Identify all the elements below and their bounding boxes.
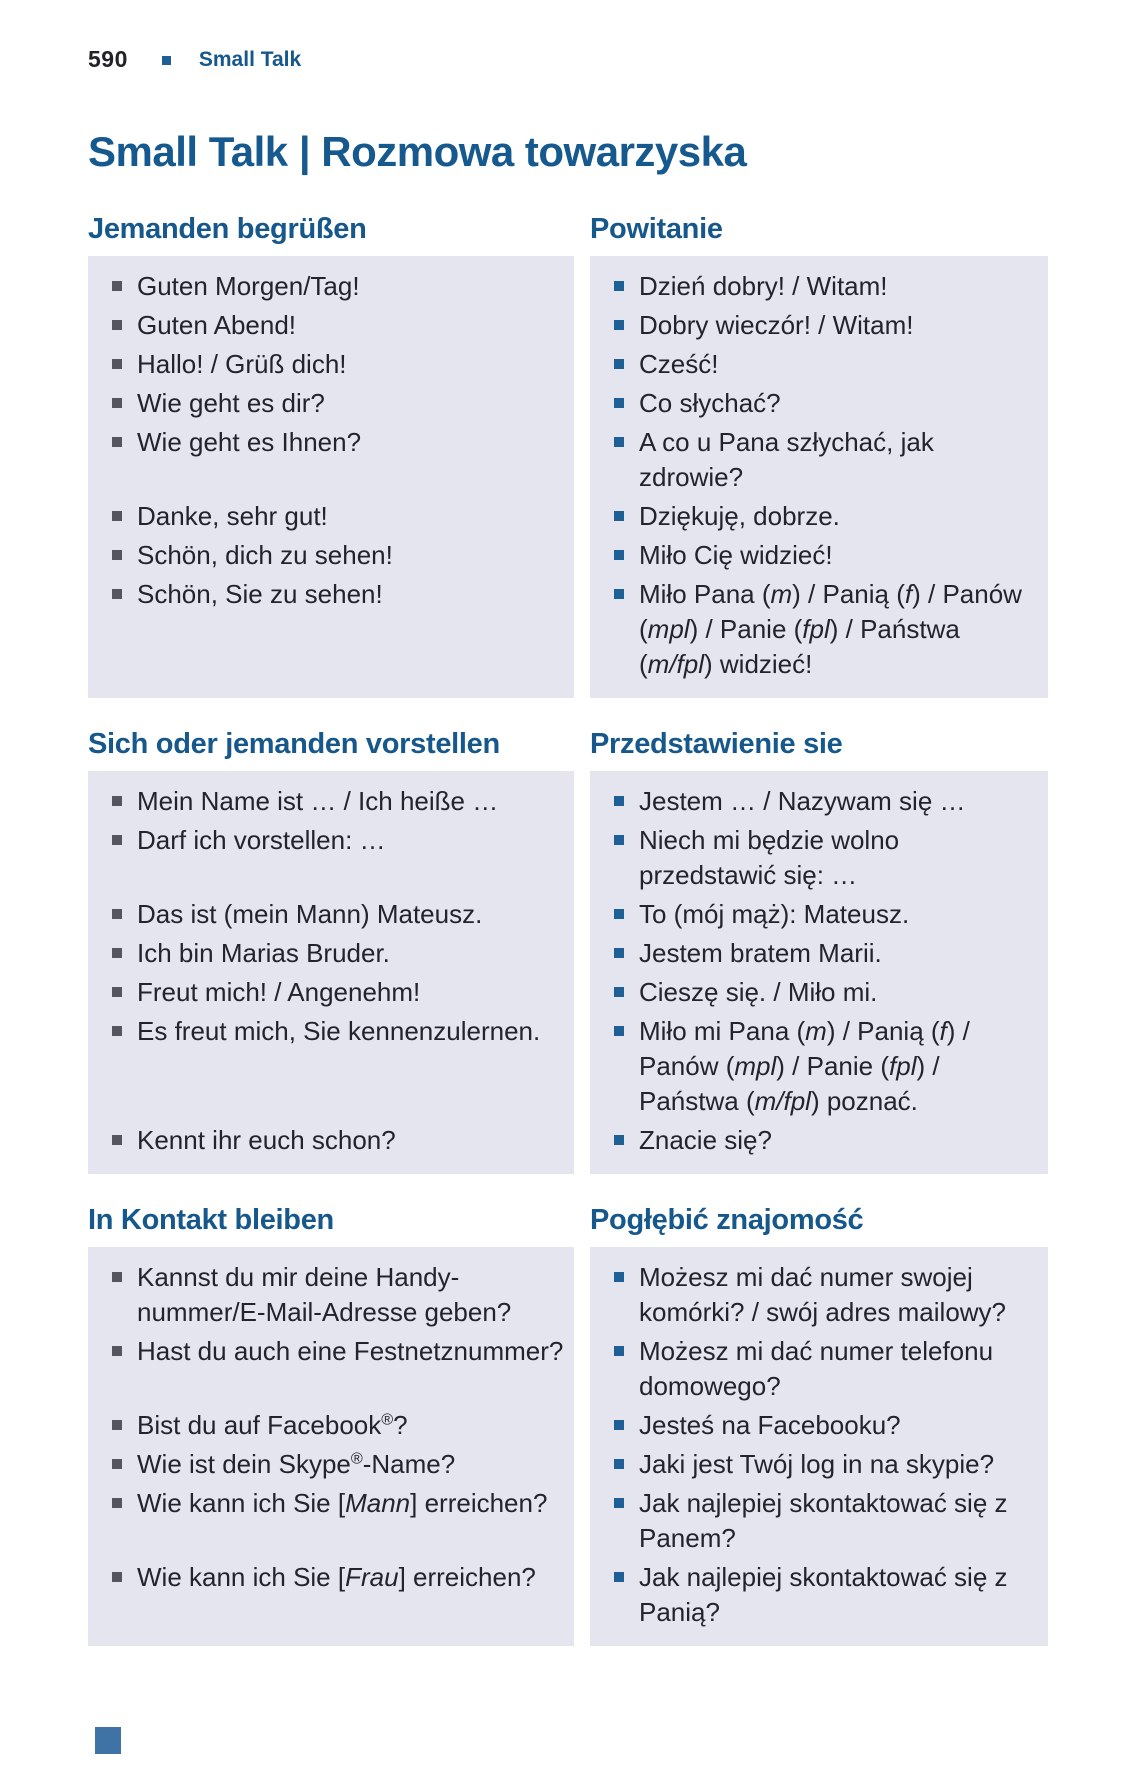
phrase-text: Możesz mi dać numer telefonu domowego?	[639, 1336, 994, 1402]
bullet-icon	[112, 1498, 122, 1508]
section-heading-german: In Kontakt bleiben	[88, 1204, 334, 1237]
phrase-cell-de	[88, 1406, 574, 1445]
phrase-cell-de	[88, 821, 574, 895]
phrase-cell-de	[88, 1484, 574, 1558]
phrase-cell-de	[88, 497, 574, 536]
bullet-icon	[614, 437, 624, 447]
bullet-icon	[112, 437, 122, 447]
phrase-cell-de	[88, 384, 574, 423]
bullet-icon	[112, 909, 122, 919]
phrase-section	[88, 213, 1056, 698]
bullet-icon	[614, 550, 624, 560]
phrase-text: Jak najlepiej skontaktować się z Panią?	[639, 1562, 1008, 1628]
phrase-cell-de	[88, 575, 574, 698]
bullet-icon	[112, 511, 122, 521]
chapter-label: Small Talk	[198, 47, 302, 71]
bullet-icon	[112, 359, 122, 369]
bullet-icon	[614, 909, 624, 919]
phrase-cell-pl	[590, 771, 1048, 821]
phrase-text: Jesteś na Facebooku?	[639, 1410, 901, 1441]
phrase-cell-de	[88, 895, 574, 934]
phrase-cell-pl	[590, 821, 1048, 895]
bullet-icon	[112, 1272, 122, 1282]
bullet-icon	[112, 948, 122, 958]
phrase-rows	[88, 1247, 1056, 1646]
bullet-icon	[112, 281, 122, 291]
phrase-cell-de	[88, 256, 574, 306]
phrase-text: Es freut mich, Sie kennenzulernen.	[137, 1016, 541, 1047]
bullet-icon	[112, 1135, 122, 1145]
bullet-icon	[614, 1272, 624, 1282]
phrase-text: Jestem … / Nazywam się …	[639, 786, 966, 817]
bullet-icon	[614, 835, 624, 845]
section-heading-polish: Powitanie	[590, 213, 723, 246]
phrase-cell-de	[88, 1247, 574, 1332]
phrase-cell-de	[88, 1558, 574, 1646]
phrase-text: Kennt ihr euch schon?	[137, 1125, 396, 1156]
phrase-text: Cześć!	[639, 349, 719, 380]
bullet-icon	[112, 1459, 122, 1469]
page-number: 590	[88, 46, 128, 72]
phrase-cell-pl	[590, 345, 1048, 384]
phrase-cell-pl	[590, 575, 1048, 698]
phrase-text: Wie kann ich Sie [Frau] erreichen?	[137, 1562, 536, 1593]
phrase-text: To (mój mąż): Mateusz.	[639, 899, 910, 930]
phrase-text: Dziękuję, dobrze.	[639, 501, 840, 532]
phrase-rows	[88, 256, 1056, 698]
page-title: Small Talk | Rozmowa towarzyska	[88, 128, 747, 175]
phrase-text: Hast du auch eine Festnetznummer?	[137, 1336, 564, 1367]
bullet-icon	[614, 320, 624, 330]
phrase-cell-de	[88, 1332, 574, 1406]
phrase-cell-pl	[590, 895, 1048, 934]
bullet-icon	[614, 1135, 624, 1145]
running-header	[88, 46, 1056, 73]
bullet-icon	[112, 320, 122, 330]
phrase-cell-pl	[590, 256, 1048, 306]
phrase-text: Niech mi będzie wolno przedstawić się: …	[639, 825, 900, 891]
phrase-text: Hallo! / Grüß dich!	[137, 349, 347, 380]
bullet-icon	[614, 359, 624, 369]
phrase-text: Jestem bratem Marii.	[639, 938, 882, 969]
phrase-text: Miło Cię widzieć!	[639, 540, 833, 571]
phrase-cell-pl	[590, 497, 1048, 536]
page-corner-marker	[95, 1727, 121, 1754]
bullet-icon	[614, 987, 624, 997]
phrase-text: Co słychać?	[639, 388, 781, 419]
phrase-cell-de	[88, 306, 574, 345]
bullet-icon	[614, 1420, 624, 1430]
phrase-text: Danke, sehr gut!	[137, 501, 328, 532]
phrase-rows	[88, 771, 1056, 1174]
phrase-text: Miło Pana (m) / Panią (f) / Panów (mpl) / Panie (fpl) / Państwa (m/fpl) widzieć!	[639, 579, 1022, 680]
phrase-section	[88, 1204, 1056, 1646]
bullet-icon	[112, 1420, 122, 1430]
phrase-cell-pl	[590, 423, 1048, 497]
phrase-cell-pl	[590, 1121, 1048, 1174]
phrase-cell-pl	[590, 306, 1048, 345]
phrase-cell-pl	[590, 1012, 1048, 1121]
phrase-cell-de	[88, 1445, 574, 1484]
phrase-text: Wie geht es dir?	[137, 388, 325, 419]
section-headings	[88, 213, 1056, 246]
bullet-icon	[614, 1498, 624, 1508]
phrase-text: Bist du auf Facebook®?	[137, 1410, 408, 1441]
phrase-cell-de	[88, 536, 574, 575]
bullet-icon	[614, 1459, 624, 1469]
phrase-text: Miło mi Pana (m) / Panią (f) / Panów (mpl) / Panie (fpl) / Państwa (m/fpl) poznać.	[639, 1016, 970, 1117]
phrase-text: Wie geht es Ihnen?	[137, 427, 362, 458]
phrase-cell-pl	[590, 1332, 1048, 1406]
bullet-icon	[112, 1346, 122, 1356]
bullet-icon	[614, 398, 624, 408]
bullet-icon	[112, 1572, 122, 1582]
phrase-cell-de	[88, 1121, 574, 1174]
phrase-text: Cieszę się. / Miło mi.	[639, 977, 878, 1008]
phrase-cell-pl	[590, 1558, 1048, 1646]
bullet-icon	[614, 1346, 624, 1356]
bullet-icon	[112, 589, 122, 599]
phrase-text: Ich bin Marias Bruder.	[137, 938, 390, 969]
phrase-cell-pl	[590, 973, 1048, 1012]
phrase-text: Dzień dobry! / Witam!	[639, 271, 888, 302]
phrase-text: Jak najlepiej skontaktować się z Panem?	[639, 1488, 1008, 1554]
phrase-text: Freut mich! / Angenehm!	[137, 977, 421, 1008]
phrase-text: Wie ist dein Skype®-Name?	[137, 1449, 456, 1480]
bullet-icon	[614, 589, 624, 599]
bullet-icon	[614, 511, 624, 521]
phrase-text: Darf ich vorstellen: …	[137, 825, 386, 856]
bullet-icon	[614, 281, 624, 291]
phrase-cell-de	[88, 973, 574, 1012]
phrase-cell-de	[88, 345, 574, 384]
phrase-cell-pl	[590, 1247, 1048, 1332]
section-heading-polish: Przedstawienie sie	[590, 728, 843, 761]
phrase-text: Guten Abend!	[137, 310, 297, 341]
bullet-icon	[614, 948, 624, 958]
section-heading-german: Sich oder jemanden vorstellen	[88, 728, 500, 761]
phrase-text: Guten Morgen/Tag!	[137, 271, 360, 302]
phrase-text: Znacie się?	[639, 1125, 772, 1156]
bullet-icon	[614, 1026, 624, 1036]
bullet-icon	[112, 987, 122, 997]
section-headings	[88, 1204, 1056, 1237]
phrase-cell-pl	[590, 1484, 1048, 1558]
bullet-icon	[112, 1026, 122, 1036]
phrase-cell-de	[88, 934, 574, 973]
bullet-icon	[112, 550, 122, 560]
section-headings	[88, 728, 1056, 761]
phrase-text: A co u Pana szłychać, jak zdrowie?	[639, 427, 934, 493]
bullet-icon	[614, 796, 624, 806]
phrase-text: Das ist (mein Mann) Mateusz.	[137, 899, 483, 930]
phrase-cell-pl	[590, 934, 1048, 973]
bullet-icon	[112, 398, 122, 408]
phrase-text: Wie kann ich Sie [Mann] erreichen?	[137, 1488, 548, 1519]
section-heading-german: Jemanden begrüßen	[88, 213, 367, 246]
phrase-text: Dobry wieczór! / Witam!	[639, 310, 914, 341]
phrase-text: Mein Name ist … / Ich heiße …	[137, 786, 499, 817]
phrase-cell-pl	[590, 536, 1048, 575]
sections	[88, 213, 1056, 1646]
phrase-text: Kannst du mir deine Handy-nummer/E-Mail-Adresse geben?	[137, 1262, 512, 1328]
phrase-cell-de	[88, 771, 574, 821]
bullet-icon	[112, 796, 122, 806]
phrase-cell-pl	[590, 1445, 1048, 1484]
phrase-text: Możesz mi dać numer swojej komórki? / swój adres mailowy?	[639, 1262, 1007, 1328]
bullet-icon	[112, 835, 122, 845]
section-heading-polish: Pogłębić znajomość	[590, 1204, 864, 1237]
bullet-icon	[614, 1572, 624, 1582]
phrase-text: Jaki jest Twój log in na skypie?	[639, 1449, 995, 1480]
phrase-cell-pl	[590, 384, 1048, 423]
phrase-text: Schön, Sie zu sehen!	[137, 579, 383, 610]
header-bullet-icon	[162, 56, 171, 65]
phrase-cell-de	[88, 423, 574, 497]
phrase-cell-de	[88, 1012, 574, 1121]
phrase-text: Schön, dich zu sehen!	[137, 540, 393, 571]
phrase-cell-pl	[590, 1406, 1048, 1445]
phrase-section	[88, 728, 1056, 1174]
